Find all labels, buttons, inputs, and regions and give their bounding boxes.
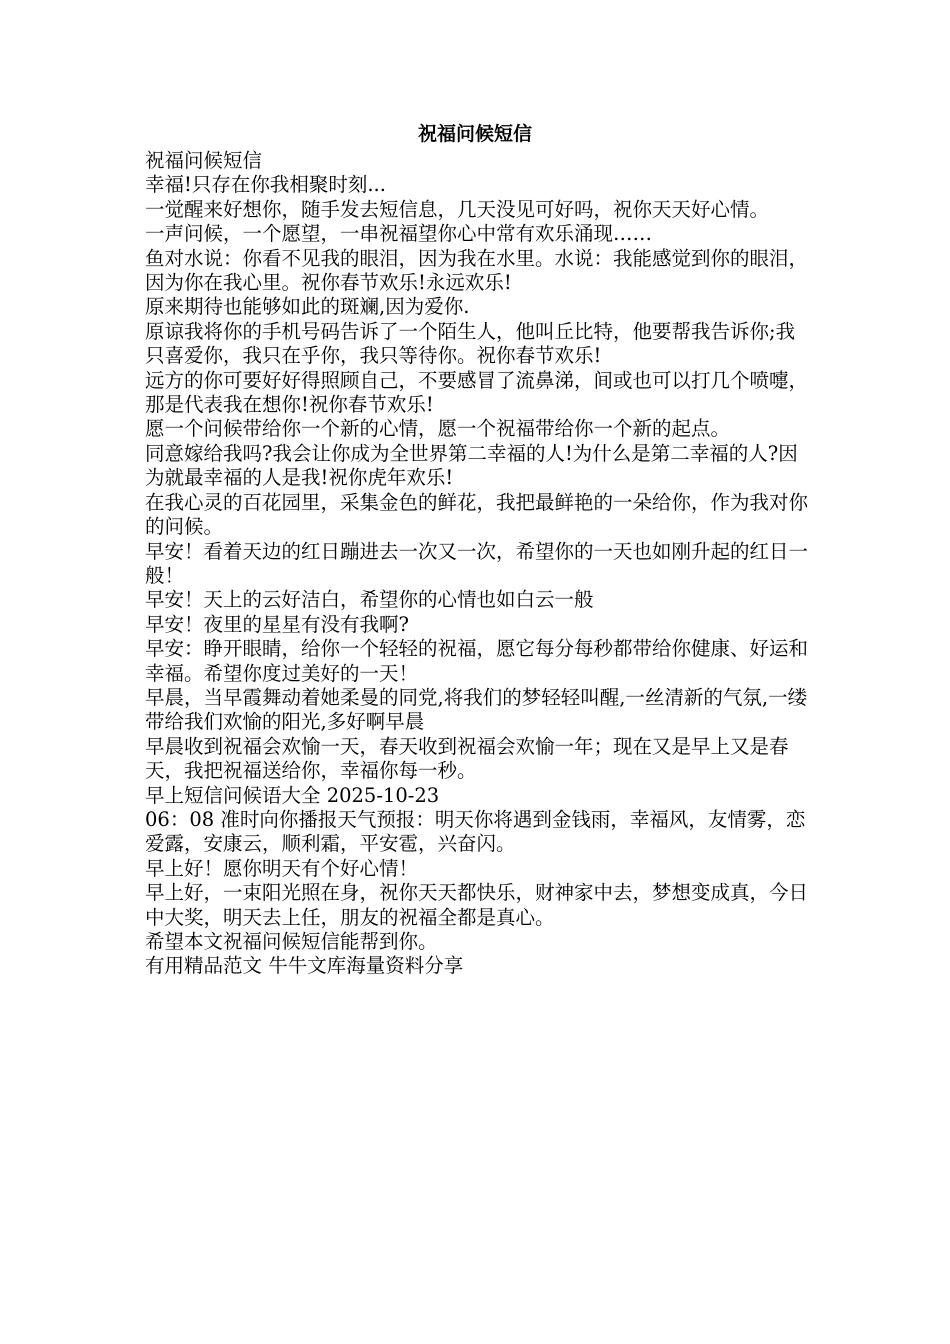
paragraph: 原谅我将你的手机号码告诉了一个陌生人，他叫丘比特，他要帮我告诉你;我只喜爱你，我只在乎你，我只等待你。祝你春节欢乐! [145,319,796,368]
paragraph: 有用精品范文 牛牛文库海量资料分享 [145,954,464,978]
paragraph: 早晨，当早霞舞动着她柔曼的同党,将我们的梦轻轻叫醒,一丝清新的气氛,一缕带给我们欢愉的阳光,多好啊早晨 [145,685,808,734]
paragraph: 早安：睁开眼睛，给你一个轻轻的祝福，愿它每分每秒都带给你健康、好运和幸福。希望你度过美好的一天！ [145,637,809,685]
document-body [145,149,810,979]
paragraph: 早晨收到祝福会欢愉一天，春天收到祝福会欢愉一年；现在又是早上又是春天，我把祝福送给你，幸福你每一秒。 [145,734,789,783]
paragraph: 愿一个问候带给你一个新的心情，愿一个祝福带给你一个新的起点。 [145,417,731,441]
paragraph: 幸福!只存在你我相聚时刻... [145,173,386,197]
paragraph: 鱼对水说：你看不见我的眼泪，因为我在水里。水说：我能感觉到你的眼泪，因为你在我心里。祝你春节欢乐!永远欢乐! [145,246,809,295]
paragraph: 早上好，一束阳光照在身，祝你天天都快乐，财神家中去，梦想变成真，今日中大奖，明天去上任，朋友的祝福全都是真心。 [145,881,809,929]
paragraph: 远方的你可要好好得照顾自己，不要感冒了流鼻涕，间或也可以打几个喷嚏，那是代表我在想你!祝你春节欢乐! [145,368,809,417]
paragraph: 在我心灵的百花园里，采集金色的鲜花，我把最鲜艳的一朵给你，作为我对你的问候。 [145,490,809,539]
paragraph: 早安！天上的云好洁白，希望你的心情也如白云一般 [145,588,594,612]
paragraph: 希望本文祝福问候短信能帮到你。 [145,930,438,953]
paragraph: 早安！夜里的星星有没有我啊? [145,612,409,636]
document-title: 祝福问候短信 [417,123,532,145]
paragraph: 早安！看着天边的红日蹦进去一次又一次，希望你的一天也如刚升起的红日一般！ [145,539,809,587]
paragraph: 早上短信问候语大全 2025-10-23 [145,783,440,807]
paragraph: 祝福问候短信 [145,149,263,172]
paragraph: 一声问候，一个愿望，一串祝福望你心中常有欢乐涌现…… [145,222,653,246]
paragraph: 06：08 准时向你播报天气预报：明天你将遇到金钱雨，幸福风，友情雾，恋爱露，安康云，顺利霜，平安雹，兴奋闪。 [145,807,806,856]
paragraph: 同意嫁给我吗?我会让你成为全世界第二幸福的人!为什么是第二幸福的人?因为就最幸福的人是我!祝你虎年欢乐! [145,441,798,490]
paragraph: 原来期待也能够如此的斑斓,因为爱你. [145,295,470,319]
paragraph: 一觉醒来好想你，随手发去短信息，几天没见可好吗，祝你天天好心情。 [145,197,770,221]
paragraph: 早上好！愿你明天有个好心情！ [145,856,419,880]
